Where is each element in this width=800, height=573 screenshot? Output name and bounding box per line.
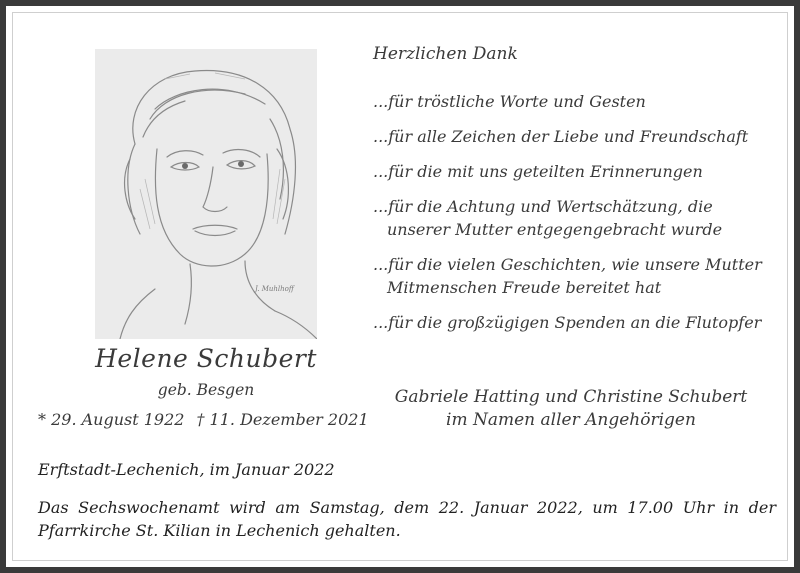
thanks-item: [373, 160, 783, 183]
thanks-item: [373, 253, 783, 299]
place-date: Erftstadt-Lechenich, im Januar 2022: [38, 460, 335, 479]
portrait-drawing: [95, 49, 317, 339]
signers-note: im Namen aller Angehörigen: [446, 410, 696, 430]
maiden-name: geb. Besgen: [157, 381, 255, 399]
thanks-heading: Herzlichen Dank: [373, 44, 518, 64]
life-dates: [38, 410, 369, 429]
thanks-line: ...für die Achtung und Wertschätzung, die: [373, 197, 713, 216]
death-date: † 11. Dezember 2021: [196, 410, 369, 429]
mass-notice: Das Sechswochenamt wird am Samstag, dem 22. Januar 2022, um 17.00 Uhr in der Pfarrkirche St. Kilian in Lechenich gehalten.: [38, 498, 776, 540]
thanks-item: [373, 311, 783, 334]
thanks-line-continued: Mitmenschen Freude bereitet hat: [387, 278, 662, 297]
portrait-signature: J. Muhlhoff: [255, 285, 294, 293]
thanks-line: ...für die vielen Geschichten, wie unsere Mutter: [373, 255, 762, 274]
deceased-name: Helene Schubert: [95, 344, 317, 373]
thanks-line-continued: unserer Mutter entgegengebracht wurde: [387, 220, 723, 239]
thanks-list: [373, 90, 783, 334]
birth-date: * 29. August 1922: [38, 410, 185, 429]
thanks-item: [373, 90, 783, 113]
thanks-line: ...für alle Zeichen der Liebe und Freundschaft: [373, 127, 749, 146]
thanks-item: [373, 195, 783, 241]
thanks-line: ...für die großzügigen Spenden an die Flutopfer: [373, 313, 762, 332]
signers: [366, 386, 776, 432]
thanks-line: ...für die mit uns geteilten Erinnerungen: [373, 162, 703, 181]
signers-names: Gabriele Hatting und Christine Schubert: [394, 387, 748, 407]
thanks-item: [373, 125, 783, 148]
thanks-line: ...für tröstliche Worte und Gesten: [373, 92, 646, 111]
